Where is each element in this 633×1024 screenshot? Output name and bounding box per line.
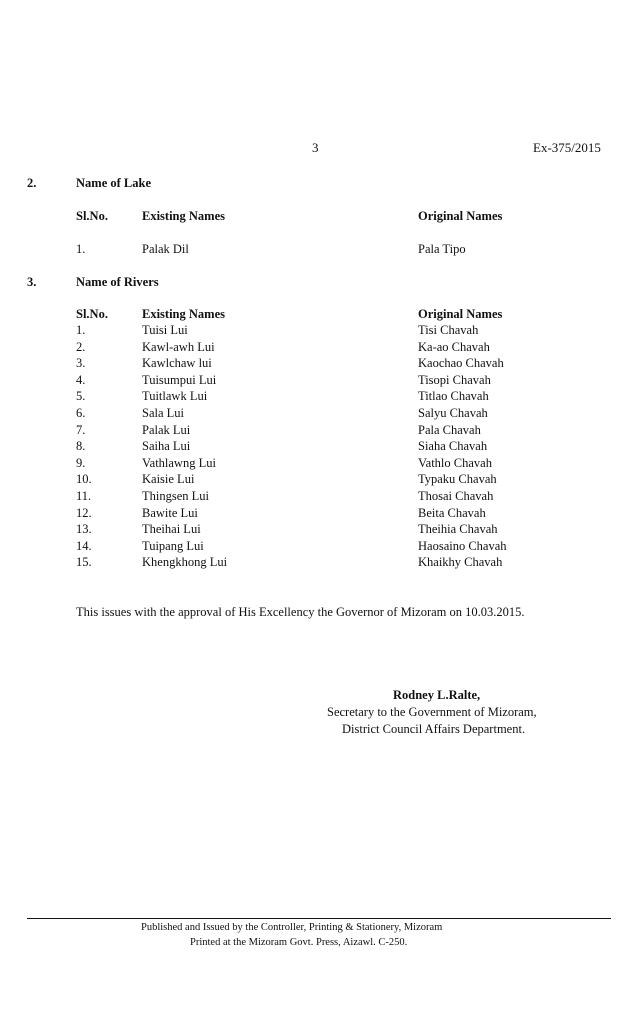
row-sl: 2. — [76, 339, 86, 354]
lake-row-original-name: Pala Tipo — [418, 242, 466, 256]
row-existing-name: Vathlawng Lui — [142, 455, 216, 470]
gazette-reference: Ex-375/2015 — [533, 140, 601, 155]
page-number: 3 — [312, 140, 319, 155]
row-original-name: Titlao Chavah — [418, 389, 489, 404]
row-sl: 11. — [76, 488, 92, 503]
row-sl: 5. — [76, 389, 86, 404]
rivers-col-existing-header: Existing Names — [142, 307, 225, 321]
row-existing-name: Khengkhong Lui — [142, 555, 228, 570]
row-original-name: Kaochao Chavah — [418, 356, 504, 371]
signatory-name: Rodney L.Ralte, — [393, 688, 481, 702]
table-row — [0, 539, 633, 556]
row-sl: 9. — [76, 455, 86, 470]
table-row — [0, 439, 633, 456]
row-sl: 4. — [76, 372, 86, 387]
table-row — [0, 340, 633, 357]
row-existing-name: Palak Lui — [142, 422, 191, 437]
table-row — [0, 489, 633, 506]
lake-section-number: 2. — [27, 176, 37, 190]
lake-col-existing-header: Existing Names — [142, 209, 225, 223]
rivers-section-number: 3. — [27, 275, 37, 289]
table-row — [0, 456, 633, 473]
footer-publisher: Published and Issued by the Controller, Printing & Stationery, Mizoram — [141, 922, 443, 933]
signatory-designation: Secretary to the Government of Mizoram, — [327, 705, 537, 719]
row-sl: 6. — [76, 405, 86, 420]
row-existing-name: Kawlchaw lui — [142, 356, 212, 371]
row-existing-name: Tuisumpui Lui — [142, 372, 217, 387]
table-row — [0, 356, 633, 373]
row-sl: 3. — [76, 356, 86, 371]
row-sl: 14. — [76, 538, 92, 553]
row-sl: 10. — [76, 472, 92, 487]
row-existing-name: Kawl-awh Lui — [142, 339, 215, 354]
row-sl: 1. — [76, 323, 86, 337]
row-original-name: Siaha Chavah — [418, 439, 488, 454]
table-row — [0, 406, 633, 423]
row-sl: 8. — [76, 439, 86, 454]
row-original-name: Theihia Chavah — [418, 522, 498, 537]
rivers-table-body — [0, 323, 633, 572]
row-sl: 12. — [76, 505, 92, 520]
table-row — [0, 373, 633, 390]
row-existing-name: Bawite Lui — [142, 505, 198, 520]
row-original-name: Ka-ao Chavah — [418, 339, 490, 354]
row-existing-name: Tuisi Lui — [142, 323, 188, 337]
row-original-name: Tisopi Chavah — [418, 372, 491, 387]
table-row — [0, 555, 633, 572]
row-original-name: Thosai Chavah — [418, 488, 494, 503]
row-sl: 15. — [76, 555, 92, 570]
row-existing-name: Kaisie Lui — [142, 472, 195, 487]
row-existing-name: Thingsen Lui — [142, 488, 210, 503]
footer-printer: Printed at the Mizoram Govt. Press, Aizawl. C-250. — [190, 937, 408, 948]
row-sl: 7. — [76, 422, 86, 437]
row-sl: 13. — [76, 522, 92, 537]
row-existing-name: Saiha Lui — [142, 439, 191, 454]
table-row — [0, 472, 633, 489]
row-original-name: Beita Chavah — [418, 505, 486, 520]
lake-row-existing-name: Palak Dil — [142, 242, 189, 256]
signatory-department: District Council Affairs Department. — [342, 722, 526, 736]
table-row — [0, 389, 633, 406]
row-existing-name: Sala Lui — [142, 405, 185, 420]
row-existing-name: Tuipang Lui — [142, 538, 204, 553]
rivers-col-sl-header: Sl.No. — [76, 307, 108, 321]
rivers-col-original-header: Original Names — [418, 307, 503, 321]
table-row — [0, 323, 633, 340]
table-row — [0, 522, 633, 539]
lake-col-sl-header: Sl.No. — [76, 209, 108, 223]
lake-col-original-header: Original Names — [418, 209, 503, 223]
row-original-name: Tisi Chavah — [418, 323, 479, 337]
row-existing-name: Tuitlawk Lui — [142, 389, 208, 404]
lake-row-sl: 1. — [76, 242, 86, 256]
table-row — [0, 506, 633, 523]
lake-section-title: Name of Lake — [76, 176, 151, 190]
row-original-name: Vathlo Chavah — [418, 455, 492, 470]
rivers-section-title: Name of Rivers — [76, 275, 159, 289]
approval-statement: This issues with the approval of His Excellency the Governor of Mizoram on 10.03.2015. — [76, 605, 525, 619]
table-row — [0, 423, 633, 440]
row-original-name: Pala Chavah — [418, 422, 481, 437]
row-original-name: Typaku Chavah — [418, 472, 497, 487]
row-original-name: Khaikhy Chavah — [418, 555, 503, 570]
row-existing-name: Theihai Lui — [142, 522, 201, 537]
footer-divider — [27, 918, 611, 919]
row-original-name: Haosaino Chavah — [418, 538, 507, 553]
row-original-name: Salyu Chavah — [418, 405, 488, 420]
